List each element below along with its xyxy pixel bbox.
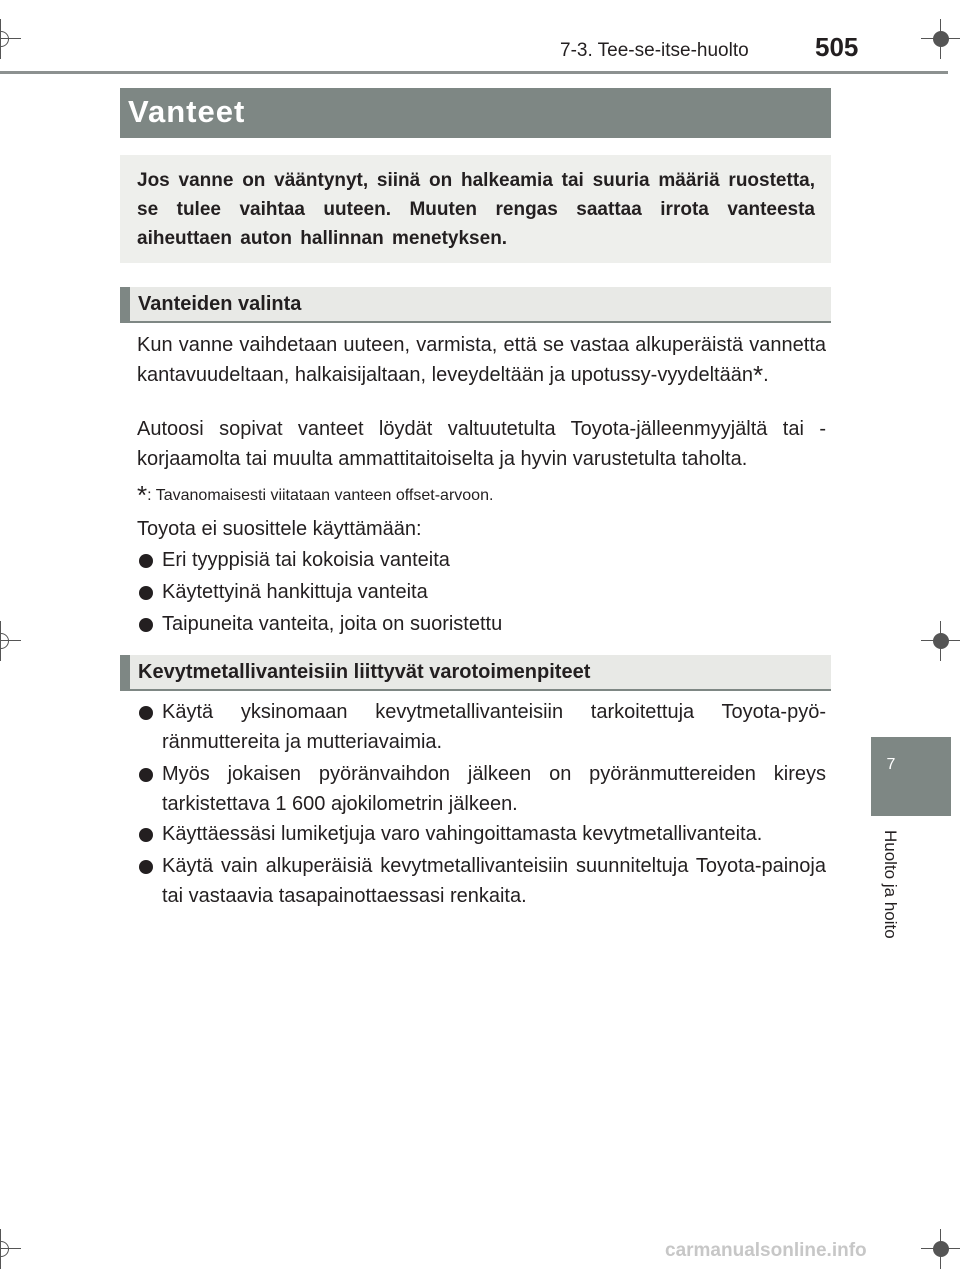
list-item-text: Käyttäessäsi lumiketjuja varo vahingoittamasta kevytmetallivanteita.	[162, 823, 763, 845]
footnote-marker: *	[752, 360, 764, 390]
intro-text: Jos vanne on vääntynyt, siinä on halkeamia tai suuria määriä ruostetta, se tulee vaihtaa uuteen. Muuten rengas saattaa irrota vanteesta aiheuttaen auton hallinnan menetyksen.	[137, 170, 815, 249]
list-item-text: Eri tyyppisiä tai kokoisia vanteita	[162, 549, 450, 571]
registration-mark-icon	[921, 1229, 960, 1269]
chapter-tab	[871, 737, 951, 816]
bullet-icon	[139, 618, 153, 632]
dealer-paragraph: Autoosi sopivat vanteet löydät valtuutetulta Toyota-jälleenmyyjältä tai -korjaamolta tai muulta ammattitaitoiselta ja hyvin varustetulta taholta.	[137, 418, 826, 470]
list-item-text: Myös jokaisen pyöränvaihdon jälkeen on pyöränmuttereiden kireys tarkistettava 1 600 ajokilometrin jälkeen.	[162, 763, 826, 815]
section-heading-alloy-precautions	[120, 655, 831, 691]
list-item	[137, 577, 826, 607]
chapter-label-text: Huolto ja hoito	[881, 830, 900, 939]
section-heading-label: Kevytmetallivanteisiin liittyvät varotoimenpiteet	[138, 661, 591, 683]
list-item	[137, 819, 826, 849]
page-number: 505	[815, 32, 859, 62]
paragraph-end: .	[763, 364, 769, 386]
registration-mark-icon	[921, 621, 960, 661]
chapter-label	[880, 830, 902, 970]
header-divider	[0, 71, 948, 74]
recommendation-lead: Toyota ei suosittele käyttämään:	[137, 518, 422, 540]
watermark: carmanualsonline.info	[665, 1240, 867, 1261]
list-item	[137, 759, 826, 819]
list-item-text: Käytettyinä hankittuja vanteita	[162, 581, 428, 603]
footnote	[137, 480, 826, 511]
rim-selection-paragraph	[137, 330, 826, 390]
heading-accent	[120, 655, 130, 689]
bullet-icon	[139, 828, 153, 842]
registration-mark-icon	[0, 621, 21, 661]
registration-mark-icon	[921, 19, 960, 59]
section-heading-label: Vanteiden valinta	[138, 293, 302, 315]
footnote-marker: *	[137, 480, 148, 510]
list-item	[137, 545, 826, 575]
list-item	[137, 697, 826, 757]
list-item-text: Käytä vain alkuperäisiä kevytmetallivanteisiin suunniteltuja Toyota-painoja tai vastaavia tasapainottaessasi renkaita.	[162, 855, 826, 907]
chapter-number: 7	[886, 756, 896, 773]
page-title: Vanteet	[128, 94, 246, 129]
heading-accent	[120, 287, 130, 321]
bullet-icon	[139, 768, 153, 782]
registration-mark-icon	[0, 19, 21, 59]
footnote-text: : Tavanomaisesti viitataan vanteen offset-arvoon.	[147, 487, 494, 504]
bullet-icon	[139, 706, 153, 720]
section-heading-rim-selection	[120, 287, 831, 323]
list-item	[137, 609, 826, 639]
list-item-text: Taipuneita vanteita, joita on suoristettu	[162, 613, 503, 635]
list-item	[137, 851, 826, 911]
list-item-text: Käytä yksinomaan kevytmetallivanteisiin tarkoitettuja Toyota-pyö-ränmuttereita ja mutteriavaimia.	[162, 701, 826, 753]
bullet-icon	[139, 586, 153, 600]
paragraph-text: Kun vanne vaihdetaan uuteen, varmista, että se vastaa alkuperäistä vannetta kantavuudeltaan, halkaisijaltaan, leveydeltään ja upotussy-vyydeltään	[137, 334, 826, 386]
bullet-icon	[139, 554, 153, 568]
bullet-icon	[139, 860, 153, 874]
section-breadcrumb: 7-3. Tee-se-itse-huolto	[560, 40, 749, 61]
registration-mark-icon	[0, 1229, 21, 1269]
